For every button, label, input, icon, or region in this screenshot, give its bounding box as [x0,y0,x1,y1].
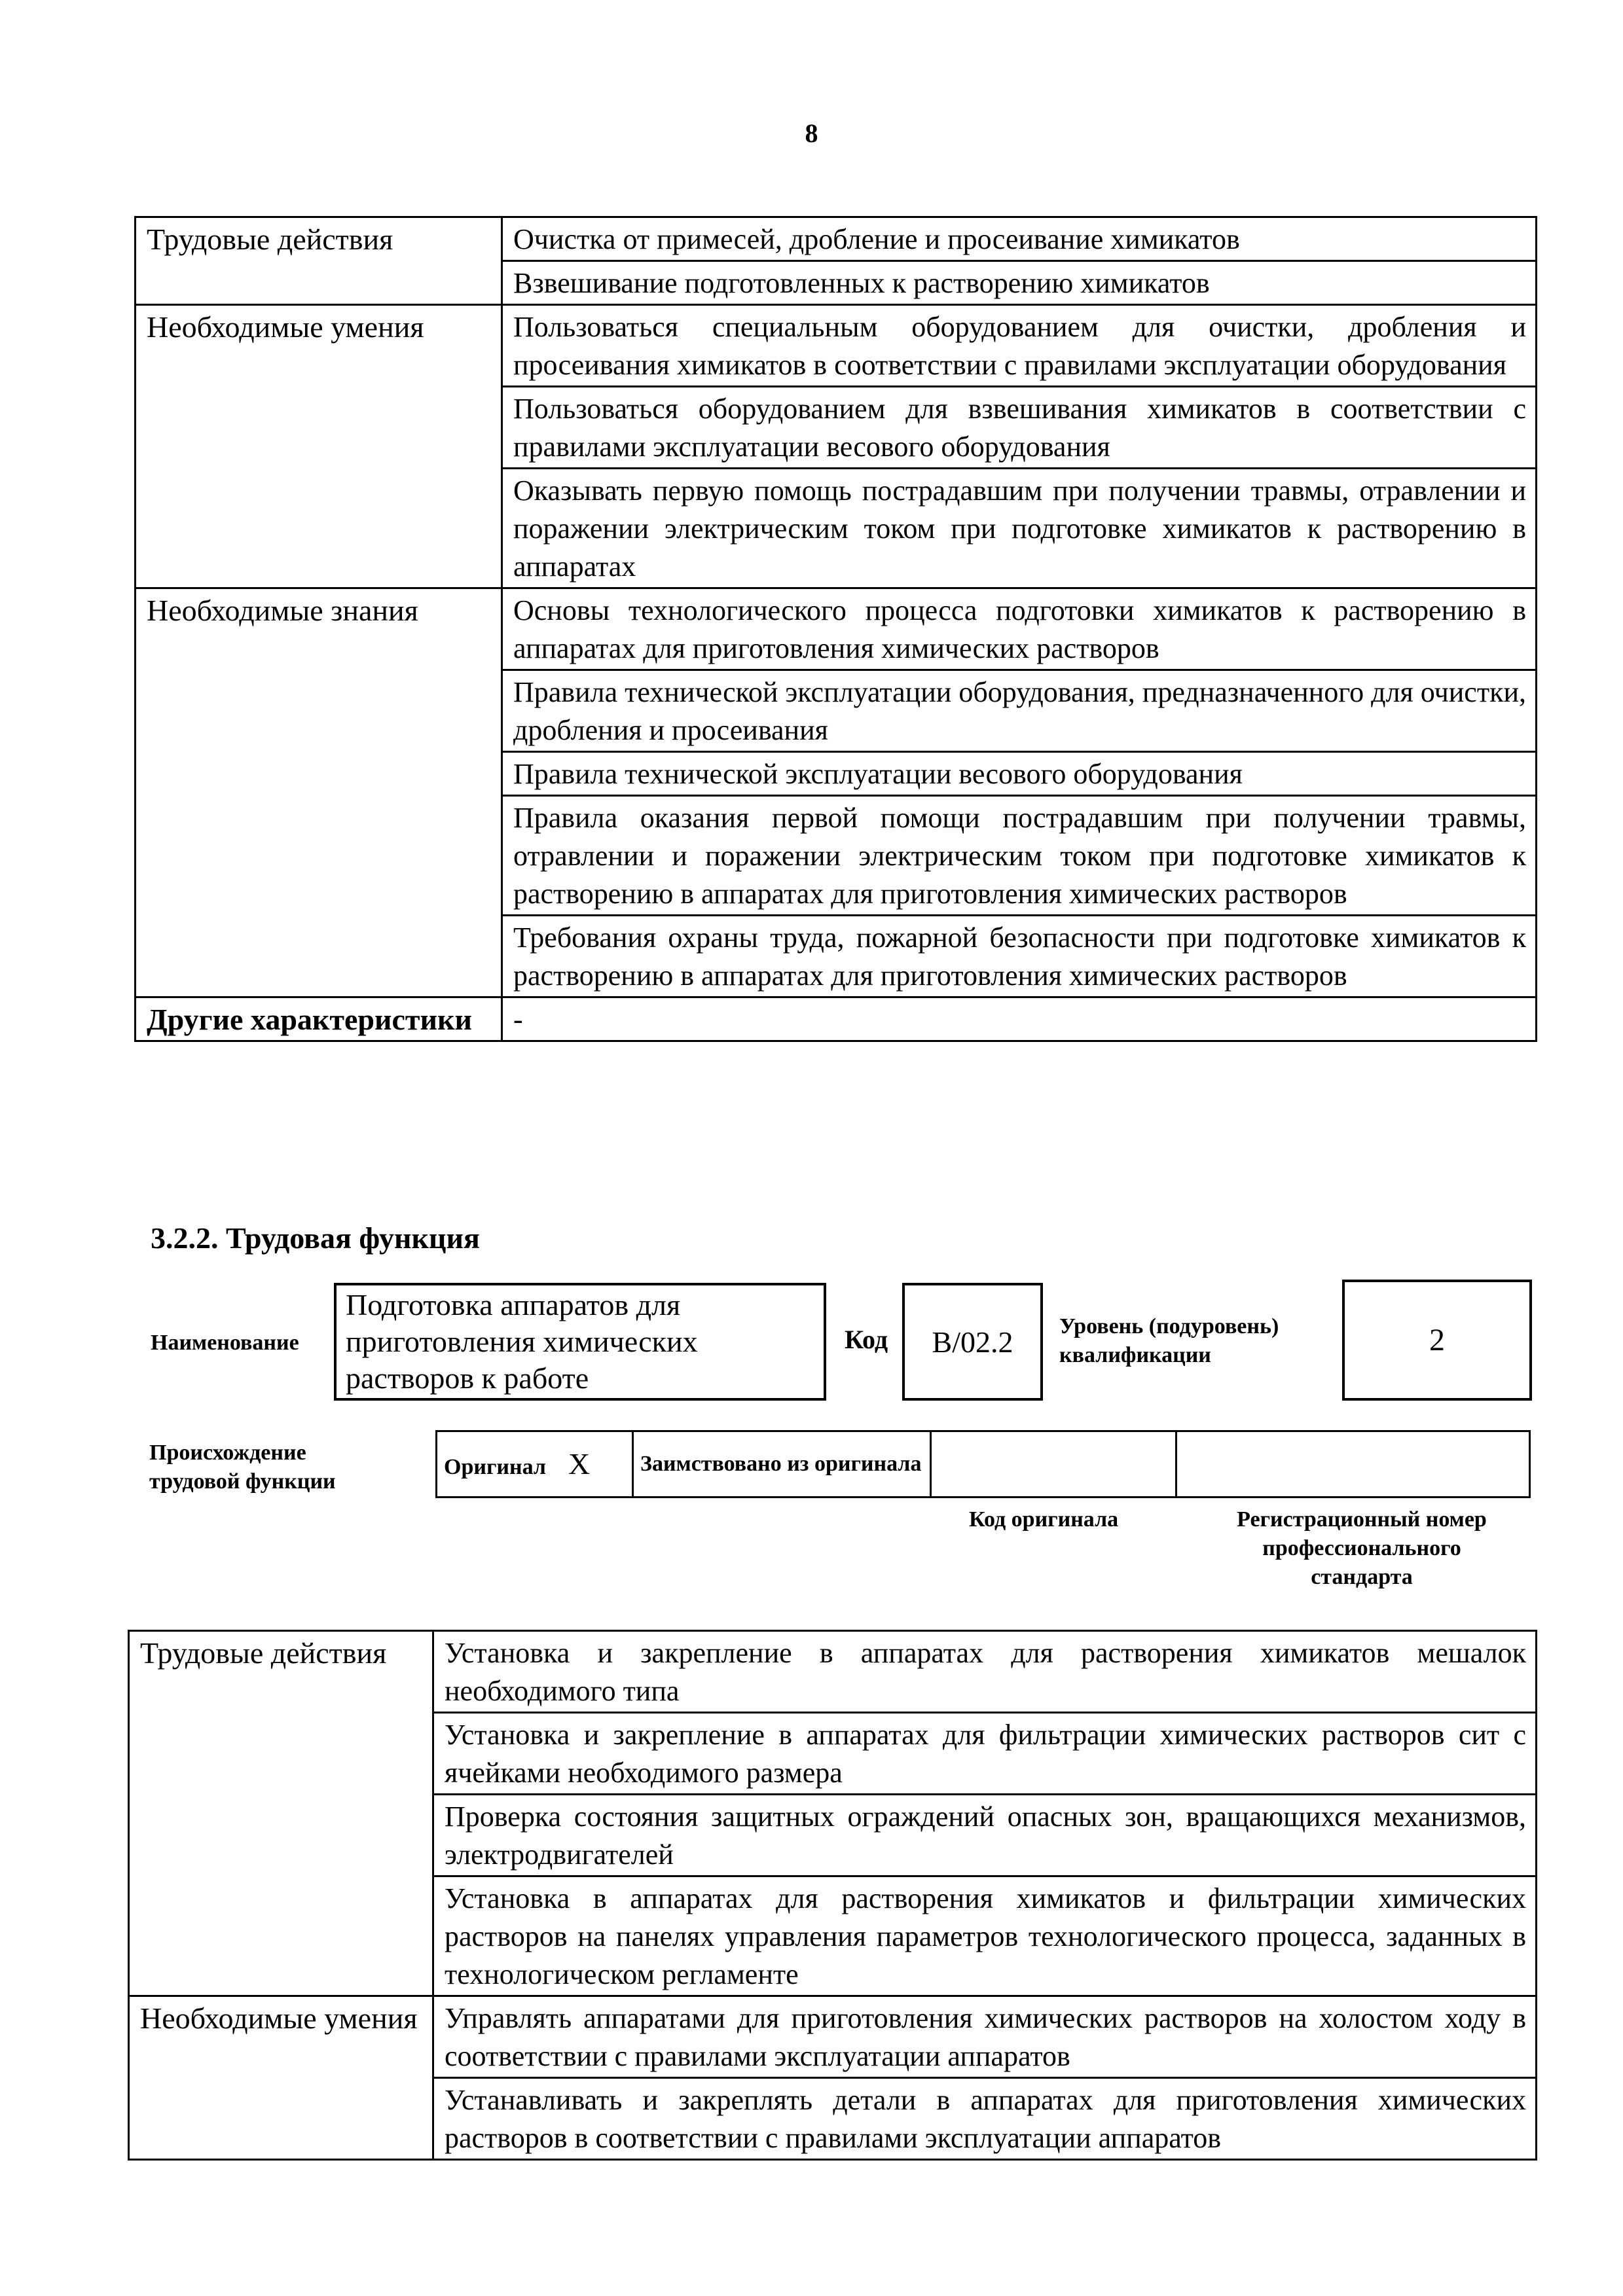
table-cell: Взвешивание подготовленных к растворению химикатов [502,261,1537,305]
table-cell: - [502,997,1537,1041]
row-header: Другие характеристики [136,997,502,1041]
level-value: 2 [1429,1323,1445,1357]
table-cell: Правила технической эксплуатации оборудования, предназначенного для очистки, дробления и просеивания [502,670,1537,752]
table-cell: Проверка состояния защитных ограждений опасных зон, вращающихся механизмов, электродвигателей [433,1795,1537,1876]
row-header: Необходимые умения [136,305,502,588]
origin-label: Происхождение трудовой функции [149,1441,336,1494]
table-cell: Установка и закрепление в аппаратах для растворения химикатов мешалок необходимого типа [433,1631,1537,1713]
level-value-box [1342,1280,1532,1401]
table-row [136,588,1537,670]
table-cell: Пользоваться специальным оборудованием для очистки, дробления и просеивания химикатов в соответствии с правилами эксплуатации оборудования [502,305,1537,387]
name-label: Наименование [151,1331,299,1355]
original-mark: X [568,1447,591,1480]
row-header: Трудовые действия [129,1631,433,1996]
table-cell: Устанавливать и закреплять детали в аппаратах для приготовления химических растворов в соответствии с правилами эксплуатации аппаратов [433,2078,1537,2160]
table-cell: Правила оказания первой помощи пострадавшим при получении травмы, отравлении и поражении электрическим током при подготовке химикатов к растворению в аппаратах для приготовления химических растворов [502,796,1537,916]
table-row [136,217,1537,261]
table-cell: Правила технической эксплуатации весового оборудования [502,752,1537,796]
table-cell: Требования охраны труда, пожарной безопасности при подготовке химикатов к растворению в аппаратах для приготовления химических растворов [502,916,1537,997]
section-title: 3.2.2. Трудовая функция [151,1221,480,1255]
table-cell: Управлять аппаратами для приготовления химических растворов на холостом ходу в соответствии с правилами эксплуатации аппаратов [433,1996,1537,2078]
table-cell: Установка и закрепление в аппаратах для фильтрации химических растворов сит с ячейками необходимого размера [433,1713,1537,1795]
original-label: Оригинал [444,1455,546,1479]
origin-borrowed-cell [633,1431,931,1498]
table-cell: Оказывать первую помощь пострадавшим при получении травмы, отравлении и поражении электрическим током при подготовке химикатов к растворению в аппаратах [502,469,1537,588]
reg-number-caption: Регистрационный номер профессионального стандарта [1237,1507,1487,1589]
table-row [136,997,1537,1041]
row-header: Трудовые действия [136,217,502,305]
table-cell: Установка в аппаратах для растворения химикатов и фильтрации химических растворов на панелях управления параметров технологического процесса, заданных в технологическом регламенте [433,1876,1537,1996]
labor-function-table-2 [128,1630,1537,2161]
origin-table [435,1430,1531,1498]
table-row [129,1631,1537,1713]
origin-reg-number-cell [1176,1431,1530,1498]
code-value: B/02.2 [932,1325,1013,1359]
origin-code-cell [931,1431,1176,1498]
row-header: Необходимые знания [136,588,502,997]
page-number: 8 [805,118,818,148]
table-row [136,305,1537,387]
labor-function-table-1 [134,216,1537,1042]
table-cell: Пользоваться оборудованием для взвешивания химикатов в соответствии с правилами эксплуатации весового оборудования [502,387,1537,469]
table-cell: Основы технологического процесса подготовки химикатов к растворению в аппаратах для приготовления химических растворов [502,588,1537,670]
origin-original-cell [437,1431,633,1498]
code-original-caption: Код оригинала [969,1507,1119,1532]
row-header: Необходимые умения [129,1996,433,2160]
name-value-box [334,1283,826,1401]
name-value: Подготовка аппаратов для приготовления химических растворов к работе [346,1288,698,1395]
table-row [129,1996,1537,2078]
level-label: Уровень (подуровень) квалификации [1059,1314,1279,1367]
table-cell: Очистка от примесей, дробление и просеивание химикатов [502,217,1537,261]
borrowed-label: Заимствовано из оригинала [640,1452,922,1476]
code-value-box [902,1283,1043,1401]
code-label: Код [845,1325,888,1354]
